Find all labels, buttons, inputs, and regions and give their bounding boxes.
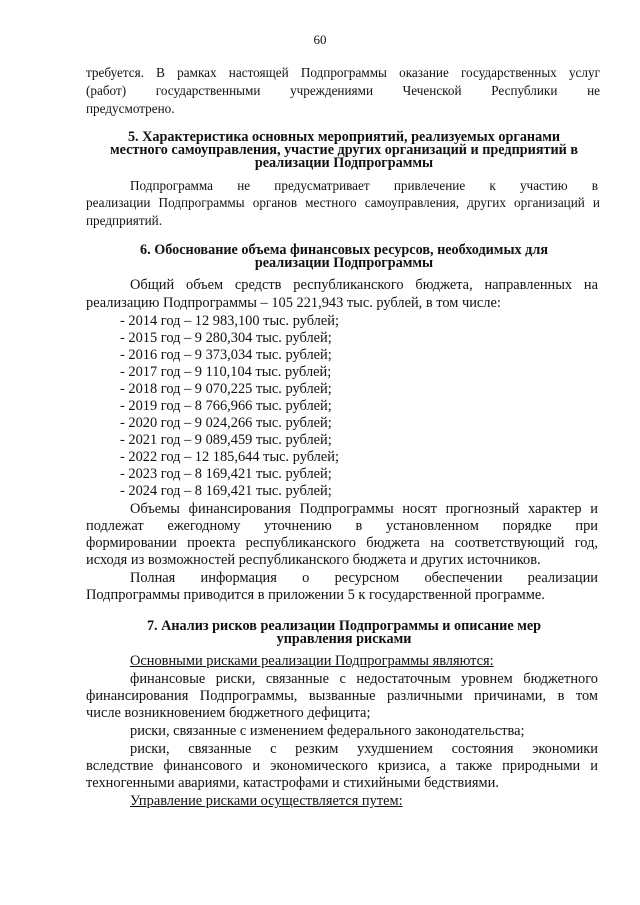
section-6-line-2: реализацию Подпрограммы – 105 221,943 тыс. рублей, в том числе:: [86, 295, 501, 311]
page-number: 60: [313, 32, 327, 47]
risks-title: Основными рисками реализации Подпрограммы являются:: [130, 653, 494, 669]
year-item: - 2017 год – 9 110,104 тыс. рублей;: [120, 364, 332, 380]
risk-3-line-2: вследствие финансового и экономического кризиса, а также природными и: [86, 758, 598, 774]
section-5-heading-2: местного самоуправления, участие других организаций и предприятий в: [109, 142, 579, 158]
management-title: Управление рисками осуществляется путем:: [130, 793, 403, 809]
section-7-heading-2: управления рисками: [276, 631, 412, 647]
risk-1-line-1: финансовые риски, связанные с недостаточным уровнем бюджетного: [130, 671, 598, 687]
year-item: - 2016 год – 9 373,034 тыс. рублей;: [120, 347, 332, 363]
intro-line-3: предусмотрено.: [86, 101, 175, 116]
section-6-p2-line-2: подлежат ежегодному уточнению в установленном порядке при: [86, 518, 598, 534]
section-6-p2-line-3: формировании проекта республиканского бюджета на соответствующий год,: [86, 535, 598, 551]
risk-1-line-2: финансирования Подпрограммы, вызванные различными причинами, в том: [86, 688, 598, 704]
section-5-line-1: Подпрограмма не предусматривает привлечение к участию в: [130, 178, 598, 193]
section-6-line-1: Общий объем средств республиканского бюджета, направленных на: [130, 277, 598, 293]
risk-1-line-3: числе возникновением бюджетного дефицита;: [86, 705, 371, 721]
year-item: - 2021 год – 9 089,459 тыс. рублей;: [120, 432, 332, 448]
year-item: - 2018 год – 9 070,225 тыс. рублей;: [120, 381, 332, 397]
section-6-p3-line-1: Полная информация о ресурсном обеспечении реализации: [130, 570, 598, 586]
year-item: - 2023 год – 8 169,421 тыс. рублей;: [120, 466, 332, 482]
year-item: - 2020 год – 9 024,266 тыс. рублей;: [120, 415, 332, 431]
risk-3-line-1: риски, связанные с резким ухудшением состояния экономики: [130, 741, 598, 757]
section-5-heading-1: 5. Характеристика основных мероприятий, реализуемых органами: [127, 129, 561, 145]
year-item: - 2015 год – 9 280,304 тыс. рублей;: [120, 330, 332, 346]
section-7-heading-1: 7. Анализ рисков реализации Подпрограммы и описание мер: [146, 618, 542, 634]
section-6-p3-line-2: Подпрограммы приводится в приложении 5 к государственной программе.: [86, 587, 545, 603]
intro-line-2: (работ) государственными учреждениями Чеченской Республики не: [86, 83, 600, 98]
year-item: - 2014 год – 12 983,100 тыс. рублей;: [120, 313, 339, 329]
section-6-p2-line-1: Объемы финансирования Подпрограммы носят прогнозный характер и: [130, 501, 598, 517]
year-item: - 2019 год – 8 766,966 тыс. рублей;: [120, 398, 332, 414]
intro-line-1: требуется. В рамках настоящей Подпрограммы оказание государственных услуг: [86, 65, 600, 80]
risk-3-line-3: техногенными авариями, катастрофами и стихийными бедствиями.: [86, 775, 499, 791]
section-5-heading-3: реализации Подпрограммы: [254, 155, 434, 171]
risk-2-line-1: риски, связанные с изменением федерального законодательства;: [130, 723, 525, 739]
section-5-line-2: реализации Подпрограммы органов местного самоуправления, других организаций и: [86, 195, 600, 210]
section-6-p2-line-4: исходя из возможностей республиканского бюджета и других источников.: [86, 552, 541, 568]
year-item: - 2022 год – 12 185,644 тыс. рублей;: [120, 449, 339, 465]
section-6-heading-2: реализации Подпрограммы: [254, 255, 434, 271]
section-6-heading-1: 6. Обоснование объема финансовых ресурсов, необходимых для: [140, 242, 548, 258]
year-item: - 2024 год – 8 169,421 тыс. рублей;: [120, 483, 332, 499]
section-5-line-3: предприятий.: [86, 213, 162, 228]
